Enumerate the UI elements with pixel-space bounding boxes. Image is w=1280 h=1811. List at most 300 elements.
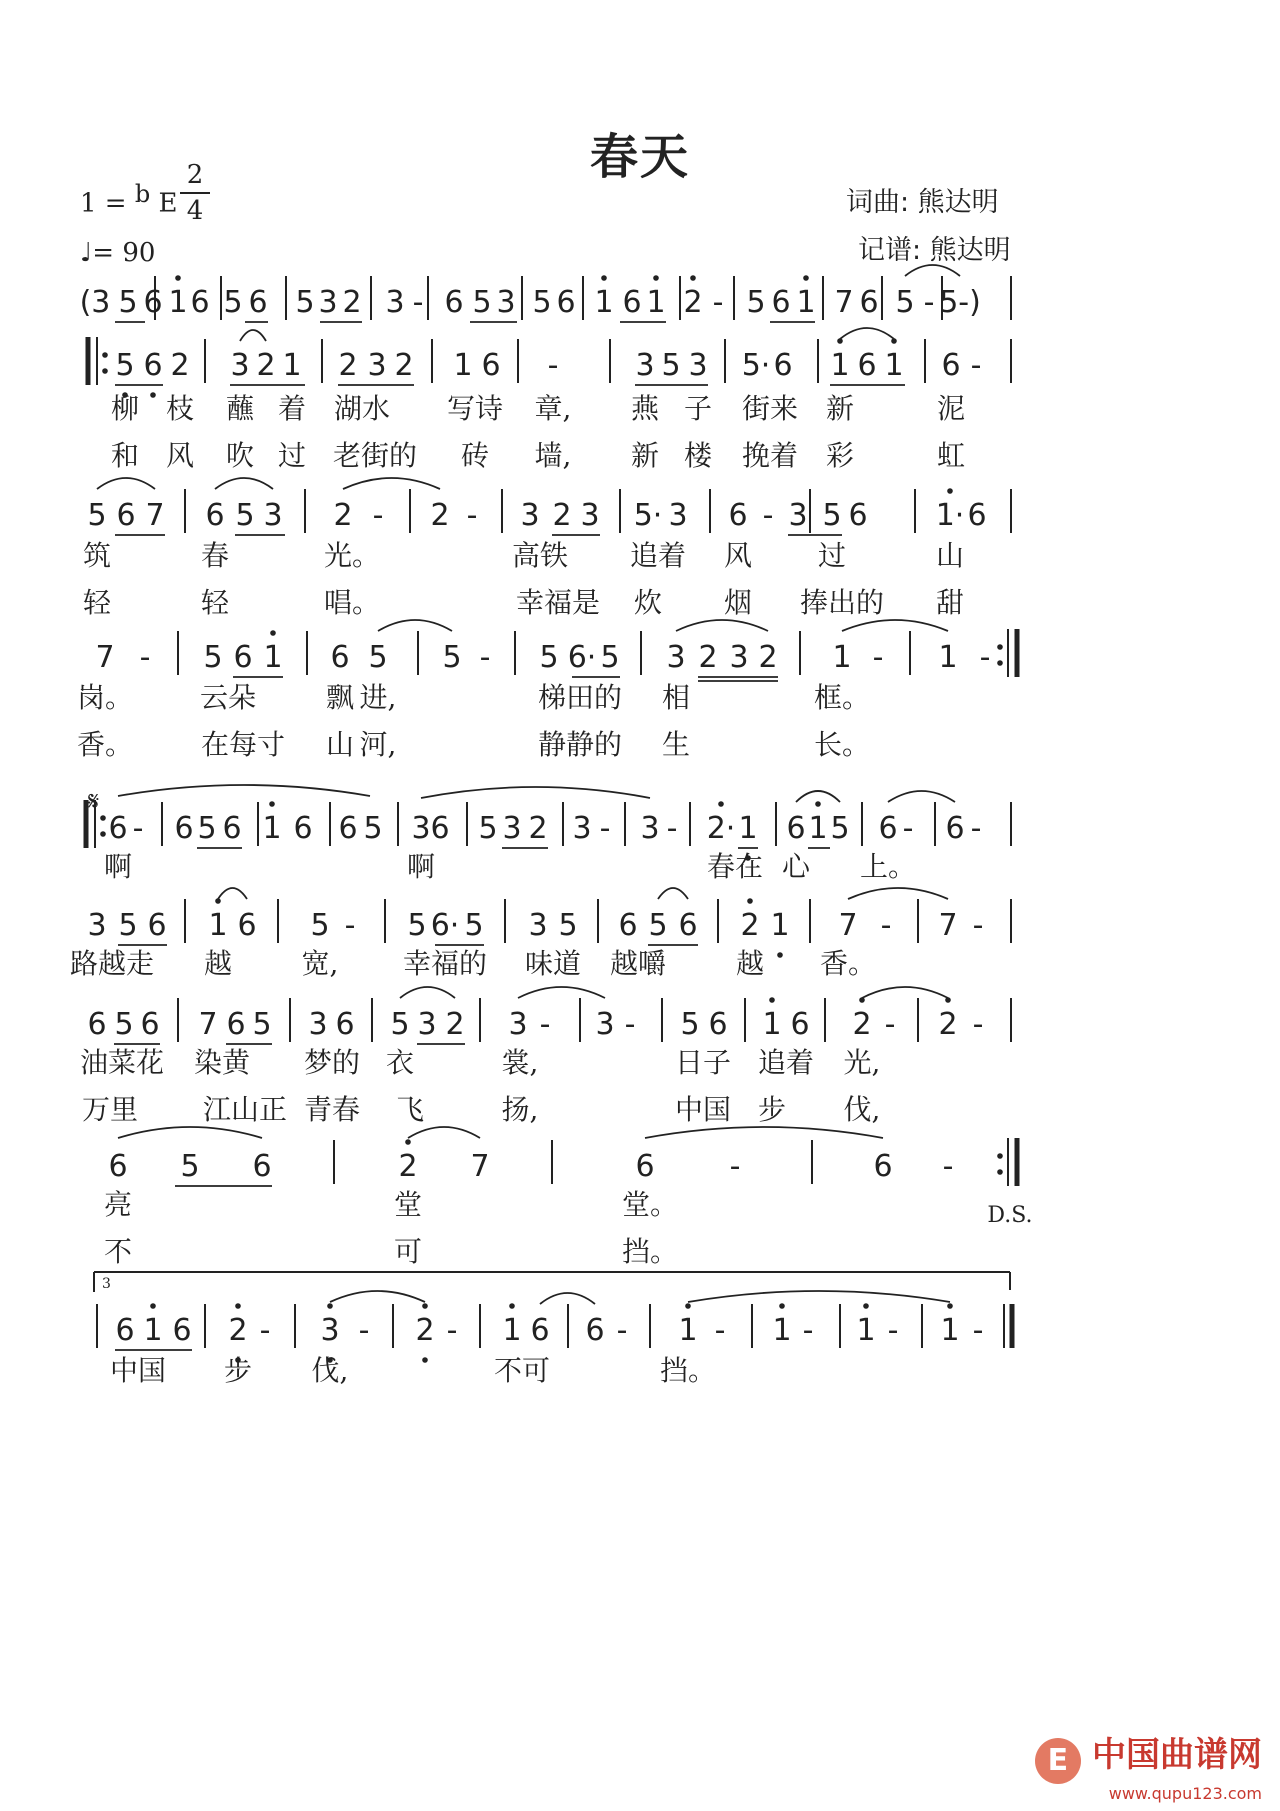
note: 3	[528, 908, 548, 943]
note: 3	[230, 348, 250, 383]
note: 6	[237, 908, 257, 943]
note: -	[479, 640, 491, 675]
lyric: 风	[723, 539, 753, 572]
note: 3	[496, 285, 516, 320]
note: 1	[168, 285, 188, 320]
lyric: 万里	[81, 1093, 139, 1126]
lyric: 不可	[493, 1354, 551, 1387]
note: 6	[786, 811, 806, 846]
key-flat: b	[134, 180, 151, 208]
lyric: 生	[661, 728, 691, 761]
note: 3	[87, 908, 107, 943]
key-prefix: 1 =	[80, 188, 127, 219]
lyric: 过	[277, 439, 307, 472]
note: -	[942, 1149, 954, 1184]
octave-dot	[803, 275, 809, 281]
note: 1	[938, 640, 958, 675]
note: 5	[478, 811, 498, 846]
lyric: 裳,	[501, 1046, 539, 1079]
slur	[97, 478, 155, 489]
octave-dot	[601, 275, 607, 281]
note: 5·	[741, 348, 771, 383]
lyric: 相	[661, 681, 691, 714]
note: 1	[262, 811, 282, 846]
note: 1	[808, 811, 828, 846]
octave-dot	[150, 1303, 156, 1309]
note: 1	[678, 1313, 698, 1348]
note: 6	[222, 811, 242, 846]
octave-dot	[815, 801, 821, 807]
note: 5-)	[939, 285, 981, 320]
note: 3	[668, 498, 688, 533]
octave-dot	[859, 997, 865, 1003]
octave-dot	[690, 275, 696, 281]
note: 5	[472, 285, 492, 320]
note: 2	[333, 498, 353, 533]
note: 5	[368, 640, 388, 675]
note: 2	[552, 498, 572, 533]
note: 5	[822, 498, 842, 533]
lyric: 章,	[534, 392, 572, 425]
note: -	[887, 1313, 899, 1348]
note: -	[132, 811, 144, 846]
lyric: 彩	[825, 439, 855, 472]
lyric: 子	[683, 392, 713, 425]
note: 3	[320, 1313, 340, 1348]
lyric: 伐,	[311, 1354, 349, 1387]
lyric: 挡。	[659, 1354, 717, 1387]
octave-dot	[102, 352, 108, 358]
note: 5	[235, 498, 255, 533]
slur	[676, 620, 768, 631]
note: 7	[838, 908, 858, 943]
note: 3	[580, 498, 600, 533]
octave-dot	[779, 1303, 785, 1309]
slur	[862, 987, 948, 998]
note: 2	[938, 1007, 958, 1042]
note: -	[616, 1313, 628, 1348]
lyric: 轻	[200, 586, 230, 619]
note: 7	[95, 640, 115, 675]
note: 2	[698, 640, 718, 675]
note: -	[714, 1313, 726, 1348]
lyric: 砖	[460, 439, 490, 472]
lyric: 烟	[723, 586, 753, 619]
note: 3	[572, 811, 592, 846]
octave-dot	[863, 1303, 869, 1309]
note: 6	[728, 498, 748, 533]
octave-dot	[100, 831, 106, 837]
note: 3	[385, 285, 405, 320]
note: 6	[108, 811, 128, 846]
lyric: 路越走	[69, 947, 155, 980]
octave-dot	[422, 1357, 428, 1363]
note: 3	[411, 811, 431, 846]
octave-dot	[270, 630, 276, 636]
lyric: 高铁	[511, 539, 569, 572]
note: 1	[856, 1313, 876, 1348]
note: 1	[263, 640, 283, 675]
lyric: 中国	[109, 1354, 167, 1387]
slur	[218, 888, 247, 899]
note: 3	[635, 348, 655, 383]
lyric: 越	[203, 947, 233, 980]
note: 2	[852, 1007, 872, 1042]
octave-dot	[405, 1139, 411, 1145]
lyric: 街来	[741, 392, 799, 425]
note: 6	[140, 1007, 160, 1042]
note: 5	[558, 908, 578, 943]
note: 6	[115, 1313, 135, 1348]
note: 3	[318, 285, 338, 320]
note: 6	[143, 285, 163, 320]
octave-dot	[747, 898, 753, 904]
note: 5	[118, 908, 138, 943]
note: 5	[197, 811, 217, 846]
octave-dot	[269, 801, 275, 807]
slur	[240, 330, 266, 341]
note: 1	[832, 640, 852, 675]
note: 5	[390, 1007, 410, 1042]
note: 2·	[706, 811, 736, 846]
note: 6	[252, 1149, 272, 1184]
lyric: 楼	[683, 439, 713, 472]
lyric: 蘸	[225, 392, 255, 425]
note: -	[539, 1007, 551, 1042]
note: 6	[678, 908, 698, 943]
note: 6	[147, 908, 167, 943]
note: 6	[108, 1149, 128, 1184]
lyric: 新	[825, 392, 855, 425]
note: 1	[646, 285, 666, 320]
note: 6·	[567, 640, 597, 675]
lyric: 山	[325, 728, 355, 761]
note: 5	[363, 811, 383, 846]
lyric: 光,	[843, 1046, 881, 1079]
tempo-value: = 90	[92, 238, 156, 268]
note: 6	[444, 285, 464, 320]
slur	[658, 888, 688, 899]
note: -	[624, 1007, 636, 1042]
lyric: 和	[110, 439, 140, 472]
lyric: 春	[200, 539, 230, 572]
time-bottom: 4	[186, 196, 204, 226]
lyric: 扬,	[501, 1093, 539, 1126]
note: 6	[556, 285, 576, 320]
lyric: 墙,	[534, 439, 572, 472]
note: 5	[532, 285, 552, 320]
note: 2	[342, 285, 362, 320]
slur	[842, 620, 948, 631]
lyric: 步	[223, 1354, 253, 1387]
lyric: 堂	[393, 1188, 423, 1221]
note: 1	[594, 285, 614, 320]
octave-dot	[422, 1303, 428, 1309]
lyric: 啊	[406, 850, 436, 883]
note: 3	[508, 1007, 528, 1042]
note: 6	[205, 498, 225, 533]
note: 3	[520, 498, 540, 533]
note: 2	[740, 908, 760, 943]
lyric: 越嚼	[609, 947, 667, 980]
lyric: 幸福是	[515, 586, 601, 619]
slur	[215, 478, 273, 489]
lyric: 岗。	[76, 681, 134, 714]
slur	[688, 1291, 950, 1302]
note: 5	[118, 285, 138, 320]
note: 5	[895, 285, 915, 320]
note: 6	[771, 285, 791, 320]
octave-dot	[150, 392, 156, 398]
octave-dot	[945, 997, 951, 1003]
note: 7	[834, 285, 854, 320]
watermark-url: www.qupu123.com	[1108, 1784, 1262, 1803]
note: 3	[640, 811, 660, 846]
lyric: 吹	[225, 439, 255, 472]
note: 5	[114, 1007, 134, 1042]
volta-number: 3	[102, 1276, 111, 1292]
slur	[796, 791, 840, 802]
note: 1	[884, 348, 904, 383]
note: -	[972, 1313, 984, 1348]
song-title: 春天	[589, 129, 690, 185]
lyric: 挡。	[621, 1235, 679, 1268]
note: 6	[87, 1007, 107, 1042]
lyric: 静静的	[537, 728, 623, 761]
time-top: 2	[186, 160, 204, 190]
lyric: 风	[165, 439, 195, 472]
octave-dot	[175, 275, 181, 281]
note: -	[599, 811, 611, 846]
note: 3	[729, 640, 749, 675]
note: 5	[830, 811, 850, 846]
note: 2	[398, 1149, 418, 1184]
octave-dot	[837, 338, 843, 344]
lyric: 飞	[395, 1093, 425, 1126]
lyric: 老街的	[332, 439, 418, 472]
note: 3	[417, 1007, 437, 1042]
note: 1	[830, 348, 850, 383]
note: 6	[848, 498, 868, 533]
note: 5	[87, 498, 107, 533]
slur	[518, 987, 605, 998]
note: 6	[945, 811, 965, 846]
note: 3	[666, 640, 686, 675]
octave-dot	[769, 997, 775, 1003]
lyric: 越	[735, 947, 765, 980]
slur	[330, 1291, 425, 1302]
note: 6	[878, 811, 898, 846]
note: 6	[967, 498, 987, 533]
note: 3	[263, 498, 283, 533]
note: 7	[938, 908, 958, 943]
slur	[540, 1293, 595, 1304]
note: 6	[226, 1007, 246, 1042]
note: 7	[145, 498, 165, 533]
note: 6	[585, 1313, 605, 1348]
note: 5	[464, 908, 484, 943]
note: 5	[661, 348, 681, 383]
segno-sign: 𝄋	[88, 787, 100, 817]
note: 6·	[430, 908, 460, 943]
note: 6	[172, 1313, 192, 1348]
note: 5	[648, 908, 668, 943]
slur	[848, 888, 948, 899]
note: -	[802, 1313, 814, 1348]
credit-lyrics-music: 词曲: 熊达明	[846, 187, 999, 218]
note: 2	[528, 811, 548, 846]
lyric: 香。	[76, 728, 134, 761]
note: 6	[335, 1007, 355, 1042]
slur	[118, 1127, 262, 1138]
note: 1	[770, 908, 790, 943]
octave-dot	[718, 801, 724, 807]
note: 2	[415, 1313, 435, 1348]
note: -	[972, 1007, 984, 1042]
slur	[343, 478, 440, 489]
note: 3	[688, 348, 708, 383]
lyric: 炊	[633, 586, 663, 619]
note: 7	[470, 1149, 490, 1184]
note: 6	[530, 1313, 550, 1348]
note: 2	[228, 1313, 248, 1348]
note: 6	[338, 811, 358, 846]
note: 5	[115, 348, 135, 383]
note: -	[923, 285, 935, 320]
note: 6	[857, 348, 877, 383]
lyric: 写诗	[446, 392, 504, 425]
watermark	[1035, 1727, 1262, 1804]
octave-dot	[327, 1303, 333, 1309]
lyric: 青春	[303, 1093, 361, 1126]
note: 3	[502, 811, 522, 846]
note: 2	[430, 498, 450, 533]
lyric: 燕	[630, 392, 660, 425]
slur	[888, 791, 955, 802]
lyric: 梦的	[303, 1046, 361, 1079]
slur	[645, 1127, 883, 1138]
lyric: 枝	[165, 392, 195, 425]
note: -	[358, 1313, 370, 1348]
lyric: 堂。	[621, 1188, 679, 1221]
octave-dot	[947, 488, 953, 494]
lyric: 捧出的	[799, 586, 885, 619]
note: 6	[708, 1007, 728, 1042]
note: 6	[622, 285, 642, 320]
note: 5	[180, 1149, 200, 1184]
note: -	[762, 498, 774, 533]
lyric: 泥	[936, 392, 966, 425]
note: 2	[170, 348, 190, 383]
key-note: E	[158, 188, 178, 219]
lyric: 日子	[674, 1046, 732, 1079]
note: -	[712, 285, 724, 320]
note: 6	[330, 640, 350, 675]
lyric: 新	[630, 439, 660, 472]
note: 3	[367, 348, 387, 383]
note: 6	[248, 285, 268, 320]
note: -	[970, 348, 982, 383]
lyric: 油菜花	[79, 1046, 165, 1079]
slur	[378, 620, 452, 631]
note: 2	[256, 348, 276, 383]
octave-dot	[997, 644, 1003, 650]
note: -	[880, 908, 892, 943]
note: -	[970, 811, 982, 846]
note: 5	[442, 640, 462, 675]
note: 5	[252, 1007, 272, 1042]
note: -	[412, 285, 424, 320]
note: 5	[310, 908, 330, 943]
lyric: 不	[103, 1235, 133, 1268]
watermark-logo: E	[1035, 1738, 1081, 1784]
watermark-brand: 中国曲谱网	[1092, 1734, 1262, 1775]
lyric: 柳	[110, 392, 140, 425]
note: 5	[600, 640, 620, 675]
lyric: 江山正	[202, 1093, 288, 1126]
note: 3	[788, 498, 808, 533]
note: -	[979, 640, 991, 675]
lyric: 云朵	[199, 681, 257, 714]
note: -	[872, 640, 884, 675]
note: -	[139, 640, 151, 675]
note: -	[372, 498, 384, 533]
octave-dot	[235, 1303, 241, 1309]
note: 6	[941, 348, 961, 383]
note: 5	[203, 640, 223, 675]
lyric: 追着	[629, 539, 687, 572]
note: (3	[79, 285, 111, 320]
note: -	[344, 908, 356, 943]
octave-dot	[685, 1303, 691, 1309]
lyric: 进,	[359, 681, 397, 714]
lyric: 春在	[706, 850, 764, 883]
octave-dot	[997, 1153, 1003, 1159]
lyric: 追着	[757, 1046, 815, 1079]
note: 6	[873, 1149, 893, 1184]
note: 2	[758, 640, 778, 675]
note: -	[446, 1313, 458, 1348]
lyric: 味道	[524, 947, 582, 980]
lyric: 唱。	[323, 586, 381, 619]
lyric: 筑	[82, 539, 112, 572]
lyric: 在每寸	[200, 728, 286, 761]
note: -	[729, 1149, 741, 1184]
lyric: 光。	[323, 539, 381, 572]
slur	[400, 987, 455, 998]
lyric: 上。	[859, 850, 917, 883]
octave-dot	[997, 660, 1003, 666]
note: 6	[859, 285, 879, 320]
note: -	[884, 1007, 896, 1042]
note: 5	[680, 1007, 700, 1042]
lyric: 梯田的	[537, 681, 623, 714]
lyric: 着	[277, 392, 307, 425]
lyric: 山	[935, 539, 965, 572]
lyric: 步	[757, 1093, 787, 1126]
note: 2	[338, 348, 358, 383]
lyric: 过	[817, 539, 847, 572]
lyric: 甜	[935, 586, 965, 619]
note: 6	[481, 348, 501, 383]
slur	[118, 785, 370, 796]
lyric: 啊	[103, 850, 133, 883]
note: 6	[116, 498, 136, 533]
note: -	[547, 348, 559, 383]
lyric: 框。	[813, 681, 871, 714]
note: -	[466, 498, 478, 533]
lyric: 心	[781, 850, 811, 883]
